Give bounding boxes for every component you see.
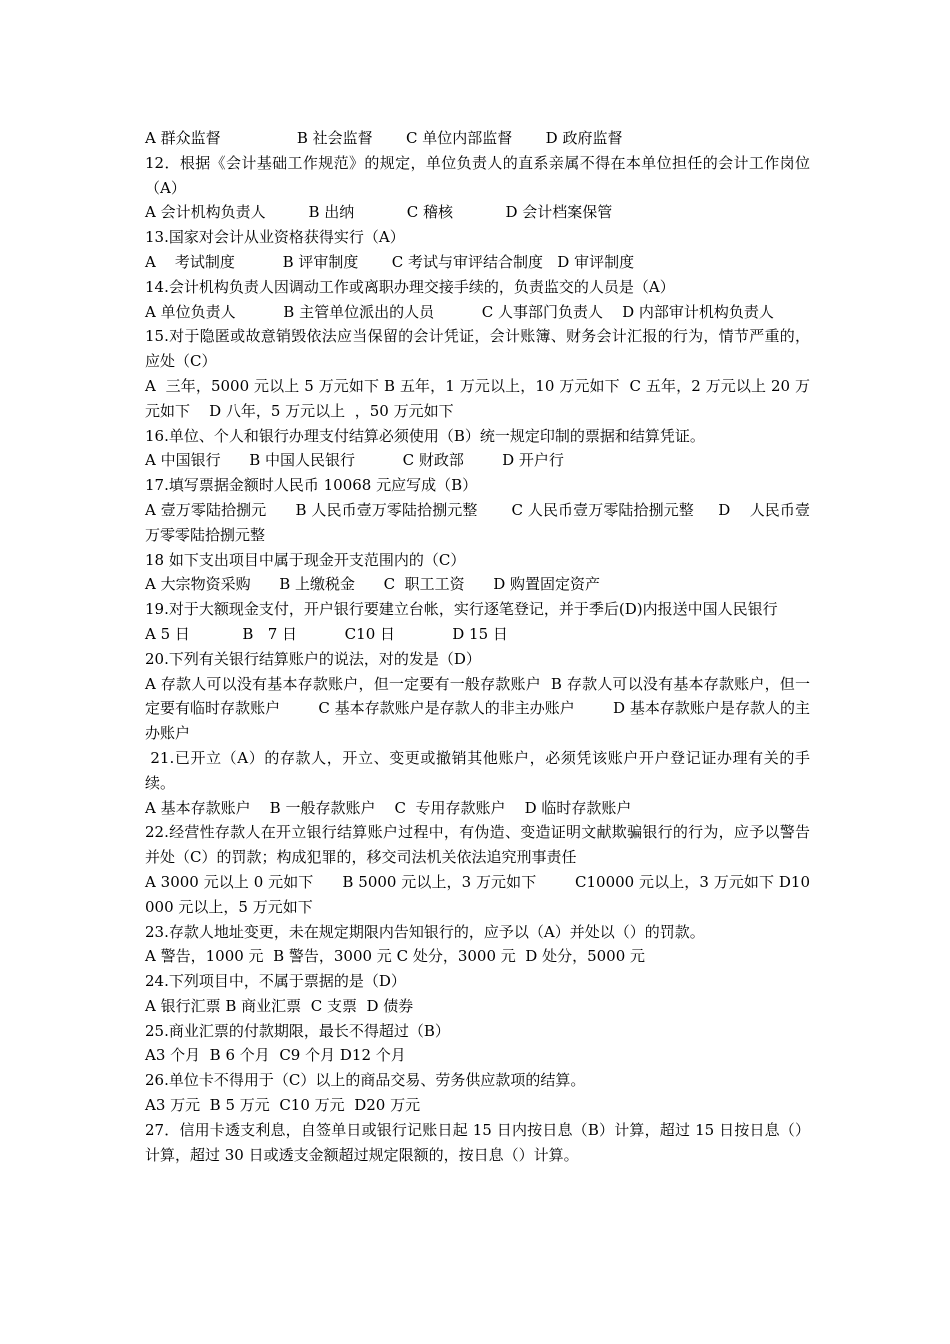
text-line: 25.商业汇票的付款期限，最长不得超过（B） [145, 1021, 450, 1040]
text-line: 14.会计机构负责人因调动工作或离职办理交接手续的，负责监交的人员是（A） [145, 277, 675, 296]
text-line: 18 如下支出项目中属于现金开支范围内的（C） [145, 550, 466, 569]
text-line: A 中国银行 B 中国人民银行 C 财政部 D 开户行 [145, 451, 564, 470]
text-line: A 壹万零陆拾捌元 B 人民币壹万零陆拾捌元整 C 人民币壹万零陆拾捌元整 D 人民币壹万零零陆拾捌元整 [145, 500, 810, 544]
document-body [145, 126, 810, 1167]
text-line: A 银行汇票 B 商业汇票 C 支票 D 债券 [145, 996, 414, 1015]
text-line: 23.存款人地址变更，未在规定期限内告知银行的，应予以（A）并处以（）的罚款。 [145, 922, 705, 941]
text-line: 27．信用卡透支利息，自签单日或银行记账日起 15 日内按日息（B）计算，超过 15 日按日息（）计算，超过 30 日或透支金额超过规定限额的，按日息（）计算。 [145, 1120, 810, 1164]
text-line: 16.单位、个人和银行办理支付结算必须使用（B）统一规定印制的票据和结算凭证。 [145, 426, 705, 445]
text-line: A 5 日 B 7 日 C10 日 D 15 日 [145, 624, 508, 643]
text-line: A3 个月 B 6 个月 C9 个月 D12 个月 [145, 1046, 406, 1065]
text-line: 24.下列项目中，不属于票据的是（D） [145, 972, 406, 991]
text-line: 22.经营性存款人在开立银行结算账户过程中，有伪造、变造证明文献欺骗银行的行为，应予以警告并处（C）的罚款；构成犯罪的，移交司法机关依法追究刑事责任 [145, 823, 810, 867]
text-line: 19.对于大额现金支付，开户银行要建立台帐，实行逐笔登记，并于季后(D)内报送中国人民银行 [145, 600, 778, 619]
text-line: A 基本存款账户 B 一般存款账户 C 专用存款账户 D 临时存款账户 [145, 798, 632, 817]
text-line: A 3000 元以上 0 元如下 B 5000 元以上，3 万元如下 C10000 元以上，3 万元如下 D10000 元以上，5 万元如下 [145, 872, 810, 916]
text-line: 15.对于隐匿或故意销毁依法应当保留的会计凭证，会计账簿、财务会计汇报的行为，情节严重的，应处（C） [145, 327, 810, 371]
text-line: A 存款人可以没有基本存款账户，但一定要有一般存款账户 B 存款人可以没有基本存款账户，但一定要有临时存款账户 C 基本存款账户是存款人的非主办账户 D 基本存款账户是存款人的主办账户 [145, 674, 810, 743]
text-line: 20.下列有关银行结算账户的说法，对的发是（D） [145, 649, 481, 668]
text-line: A3 万元 B 5 万元 C10 万元 D20 万元 [145, 1096, 421, 1115]
text-line: A 警告，1000 元 B 警告，3000 元 C 处分，3000 元 D 处分，5000 元 [145, 947, 646, 966]
text-line: 13.国家对会计从业资格获得实行（A） [145, 228, 405, 247]
text-line: A 单位负责人 B 主管单位派出的人员 C 人事部门负责人 D 内部审计机构负责人 [145, 302, 774, 321]
text-line: 26.单位卡不得用于（C）以上的商品交易、劳务供应款项的结算。 [145, 1071, 586, 1090]
text-line: A 会计机构负责人 B 出纳 C 稽核 D 会计档案保管 [145, 203, 613, 222]
text-line: 21.已开立（A）的存款人，开立、变更或撤销其他账户，必须凭该账户开户登记证办理有关的手续。 [145, 748, 810, 792]
text-line: A 考试制度 B 评审制度 C 考试与审评结合制度 D 审评制度 [145, 252, 635, 271]
text-line: 12．根据《会计基础工作规范》的规定，单位负责人的直系亲属不得在本单位担任的会计工作岗位（A） [145, 153, 810, 197]
text-line: A 三年，5000 元以上 5 万元如下 B 五年，1 万元以上，10 万元如下 C 五年，2 万元以上 20 万元如下 D 八年，5 万元以上 ，50 万元如下 [145, 376, 810, 420]
text-line: A 群众监督 B 社会监督 C 单位内部监督 D 政府监督 [145, 129, 623, 147]
text-line: A 大宗物资采购 B 上缴税金 C 职工工资 D 购置固定资产 [145, 575, 601, 594]
text-line: 17.填写票据金额时人民币 10068 元应写成（B） [145, 476, 478, 495]
